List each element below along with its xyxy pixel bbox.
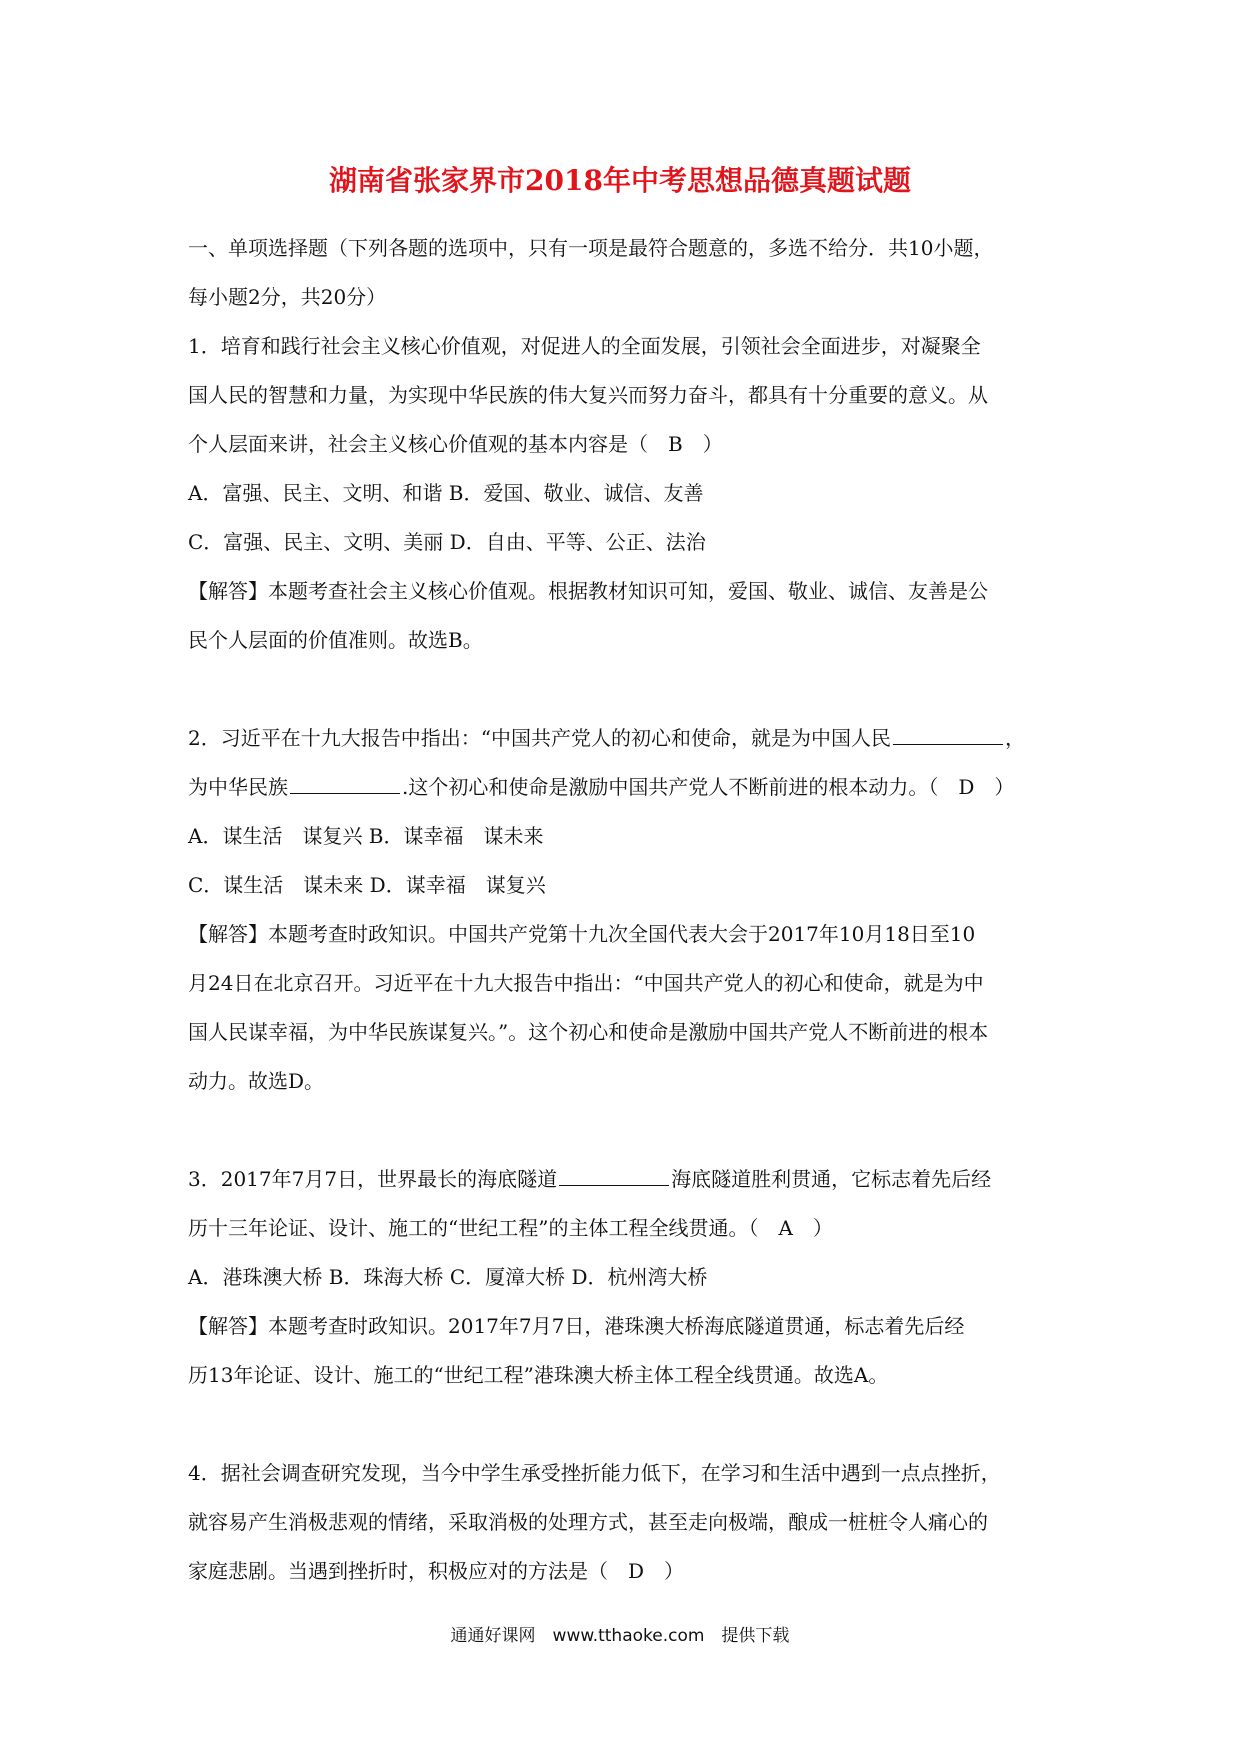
q3-stem-text: 3．2017年7月7日，世界最长的海底隧道 <box>188 1167 558 1191</box>
section-heading-line-1: 一、单项选择题（下列各题的选项中，只有一项是最符合题意的，多选不给分．共10小题， <box>188 236 994 260</box>
spacer <box>188 665 1058 714</box>
q4-stem-line-3: 家庭悲剧。当遇到挫折时，积极应对的方法是（ D ） <box>188 1559 685 1583</box>
q1-stem-line-3: 个人层面来讲，社会主义核心价值观的基本内容是（ B ） <box>188 432 723 456</box>
q3-answer-line-2: 历13年论证、设计、施工的“世纪工程”港珠澳大桥主体工程全线贯通。故选A。 <box>188 1363 889 1387</box>
spacer <box>188 1106 1058 1155</box>
fill-blank <box>559 1165 669 1186</box>
q2-stem-text: 为中华民族 <box>188 775 288 799</box>
q3-stem-text: 海底隧道胜利贯通，它标志着先后经 <box>671 1167 992 1191</box>
q2-answer-line-4: 动力。故选D。 <box>188 1069 325 1093</box>
q4-stem-line-2: 就容易产生消极悲观的情绪，采取消极的处理方式，甚至走向极端，酿成一桩桩令人痛心的 <box>188 1510 988 1534</box>
q2-options-cd: C．谋生活 谋未来 D．谋幸福 谋复兴 <box>188 873 546 897</box>
spacer <box>188 1400 1058 1449</box>
page-title: 湖南省张家界市2018年中考思想品德真题试题 <box>329 164 911 197</box>
q2-stem-text: ， <box>1004 726 1025 750</box>
q2-answer-line-1: 【解答】本题考查时政知识。中国共产党第十九次全国代表大会于2017年10月18日至10 <box>188 922 976 946</box>
q1-options-cd: C．富强、民主、文明、美丽 D．自由、平等、公正、法治 <box>188 530 706 554</box>
q2-stem-line-2 <box>188 763 1058 812</box>
q3-stem-line-2: 历十三年论证、设计、施工的“世纪工程”的主体工程全线贯通。（ A ） <box>188 1216 833 1240</box>
q1-answer-line-2: 民个人层面的价值准则。故选B。 <box>188 628 483 652</box>
q2-answer-line-2: 月24日在北京召开。习近平在十九大报告中指出：“中国共产党人的初心和使命，就是为中 <box>188 971 984 995</box>
q3-answer-line-1: 【解答】本题考查时政知识。2017年7月7日，港珠澳大桥海底隧道贯通，标志着先后经 <box>188 1314 965 1338</box>
page-footer: 通通好课网 www.tthaoke.com 提供下载 <box>450 1626 790 1646</box>
q1-answer-line-1: 【解答】本题考查社会主义核心价值观。根据教材知识可知，爱国、敬业、诚信、友善是公 <box>188 579 988 603</box>
fill-blank <box>290 773 400 794</box>
q1-stem-line-2: 国人民的智慧和力量，为实现中华民族的伟大复兴而努力奋斗，都具有十分重要的意义。从 <box>188 383 988 407</box>
document-body <box>188 224 1058 1596</box>
q2-answer-line-3: 国人民谋幸福，为中华民族谋复兴。”。这个初心和使命是激励中国共产党人不断前进的根本 <box>188 1020 989 1044</box>
q2-stem-line-1 <box>188 714 1058 763</box>
q1-options-ab: A．富强、民主、文明、和谐 B．爱国、敬业、诚信、友善 <box>188 481 704 505</box>
q4-stem-line-1: 4．据社会调查研究发现，当今中学生承受挫折能力低下，在学习和生活中遇到一点点挫折， <box>188 1461 1001 1485</box>
q3-options: A．港珠澳大桥 B．珠海大桥 C．厦漳大桥 D．杭州湾大桥 <box>188 1265 708 1289</box>
section-heading-line-2: 每小题2分，共20分） <box>188 285 387 309</box>
q3-stem-line-1 <box>188 1155 1058 1204</box>
q2-stem-text: .这个初心和使命是激励中国共产党人不断前进的根本动力。（ D ） <box>402 775 1015 799</box>
q2-stem-text: 2．习近平在十九大报告中指出：“中国共产党人的初心和使命，就是为中国人民 <box>188 726 891 750</box>
q1-stem-line-1: 1．培育和践行社会主义核心价值观，对促进人的全面发展，引领社会全面进步，对凝聚全 <box>188 334 981 358</box>
fill-blank <box>893 724 1003 745</box>
q2-options-ab: A．谋生活 谋复兴 B．谋幸福 谋未来 <box>188 824 544 848</box>
